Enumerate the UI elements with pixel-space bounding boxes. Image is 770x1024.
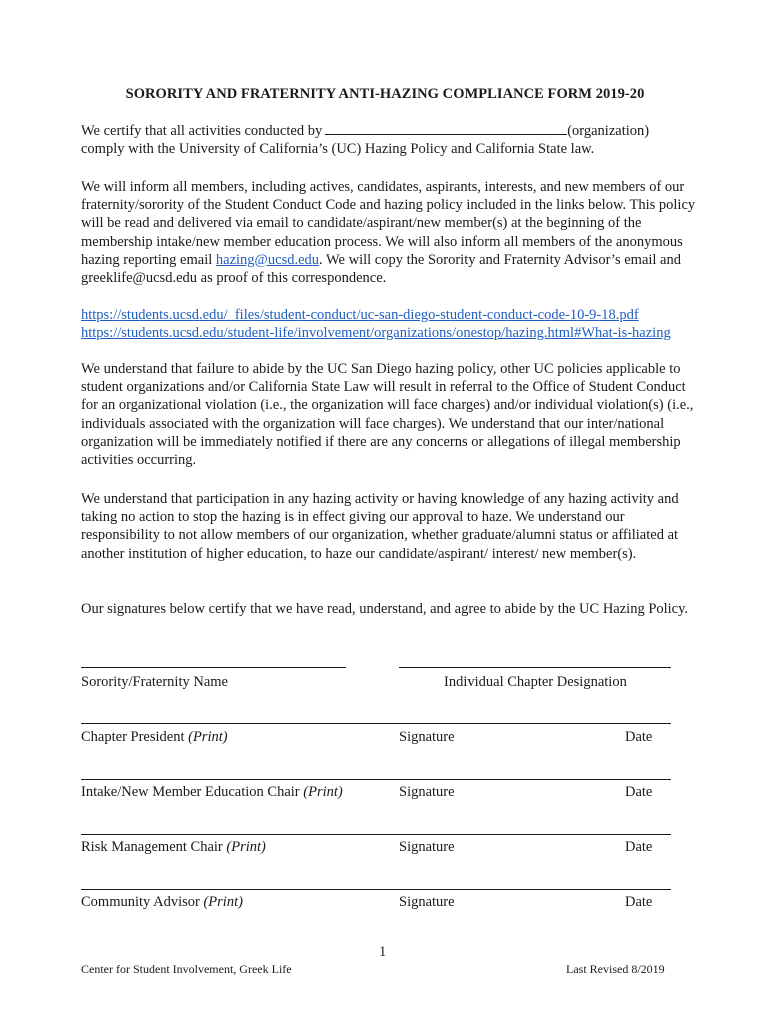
date-label: Date <box>625 729 653 745</box>
form-title: SORORITY AND FRATERNITY ANTI-HAZING COMPLIANCE FORM 2019-20 <box>125 86 645 102</box>
signature-label: Signature <box>399 729 455 745</box>
organization-blank-field[interactable] <box>325 122 567 135</box>
organization-name-line[interactable] <box>81 667 346 668</box>
page-number: 1 <box>379 944 387 960</box>
footer-right: Last Revised 8/2019 <box>566 962 665 976</box>
organization-name-label: Sorority/Fraternity Name <box>81 674 228 690</box>
signature-line[interactable] <box>81 834 671 835</box>
certify-text: We certify that all activities conducted by <box>81 123 323 139</box>
inform-text-end: . We will copy the Sorority and Fraternity Advisor’s email and greeklife@ucsd.edu as proof of this correspondence. <box>81 251 681 287</box>
footer-left: Center for Student Involvement, Greek Life <box>81 962 292 976</box>
signature-line[interactable] <box>81 723 671 724</box>
certify-signatures-paragraph: Our signatures below certify that we have read, understand, and agree to abide by the UC Hazing Policy. <box>81 601 689 617</box>
understand-participation-paragraph: We understand that participation in any hazing activity or having knowledge of any hazing activity and taking no action to stop the hazing is in effect giving our approval to haze. We understand our responsibility to not allow members of our organization, whether graduate/alumni status or affiliated at another institution of higher education, to haze our candidate/aspirant/ interest/ new member(s). <box>81 491 679 562</box>
certify-text-line2: comply with the University of California’s (UC) Hazing Policy and California State law. <box>81 141 595 158</box>
date-label: Date <box>625 784 653 800</box>
conduct-code-link[interactable]: https://students.ucsd.edu/_files/student-conduct/uc-san-diego-student-conduct-code-10-9-18.pdf <box>81 307 639 323</box>
hazing-email-link[interactable]: hazing@ucsd.edu <box>215 251 320 268</box>
hazing-info-link[interactable]: https://students.ucsd.edu/student-life/involvement/organizations/onestop/hazing.html#What-is-hazing <box>81 325 671 341</box>
intake-chair-label: Intake/New Member Education Chair (Print) <box>81 784 343 800</box>
risk-management-chair-label: Risk Management Chair (Print) <box>81 839 266 855</box>
inform-paragraph <box>81 178 696 287</box>
date-label: Date <box>625 894 653 910</box>
inform-text: We will inform all members, including actives, candidates, aspirants, interests, and new members of our fraternity/sorority of the Student Conduct Code and hazing policy included in the links below. This policy will be read and delivered via email to candidate/aspirant/new member(s) at the beginning of the membership intake/new member education process. We will also inform all members of the anonymous hazing reporting email <box>81 179 696 268</box>
chapter-president-label: Chapter President (Print) <box>81 729 228 745</box>
date-label: Date <box>625 839 653 855</box>
signature-label: Signature <box>399 784 455 800</box>
signature-label: Signature <box>399 894 455 910</box>
signature-line[interactable] <box>81 889 671 890</box>
chapter-designation-line[interactable] <box>399 667 671 668</box>
chapter-designation-label: Individual Chapter Designation <box>444 674 627 690</box>
understand-failure-paragraph: We understand that failure to abide by the UC San Diego hazing policy, other UC policies applicable to student organizations and/or California State Law will result in referral to the Office of Student Conduct for an organizational violation (i.e., the organization will face charges) and/or individual violation(s) (i.e., individuals associated with the organization will face charges). We understand that our inter/national organization will be immediately notified if there are any concerns or allegations of illegal membership activities occurring. <box>81 361 694 469</box>
certify-paragraph <box>81 122 696 158</box>
policy-links <box>81 306 696 342</box>
signature-label: Signature <box>399 839 455 855</box>
community-advisor-label: Community Advisor (Print) <box>81 894 243 910</box>
organization-suffix: (organization) <box>567 123 650 139</box>
signature-line[interactable] <box>81 779 671 780</box>
